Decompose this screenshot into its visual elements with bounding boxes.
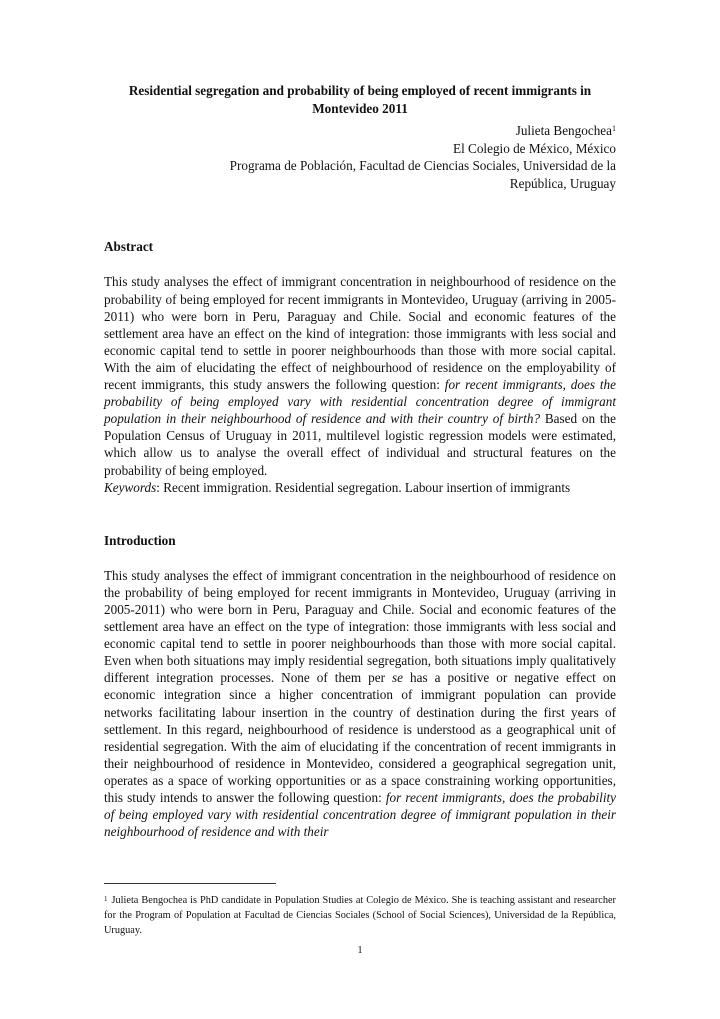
introduction-text-1: This study analyses the effect of immigrant concentration in the neighbourhood of residence on the probability of being employed for recent immigrants in Montevideo, Uruguay (arriving in 2005-2011) who were born in Peru, Paraguay and Chile. Social and economic features of the settlement area have an effect on the type of integration: those immigrants with less social and economic capital tend to settle in poorer neighbourhoods than those with more social capital. Even when both situations may imply residential segregation, both situations imply qualitatively different integration processes. None of them per	[104, 567, 616, 686]
author-name-line	[104, 122, 616, 140]
abstract-question: for recent immigrants, does the probability of being employed vary with residential concentration degree of immigrant population in their neighbourhood of residence and with their country of birth?	[104, 377, 616, 427]
keywords-line	[104, 479, 616, 496]
footnote	[104, 893, 616, 938]
abstract-paragraph	[104, 273, 616, 478]
footnote-text: Julieta Bengochea is PhD candidate in Population Studies at Colegio de México. She is teaching assistant and researcher for the Program of Population at Facultad de Ciencias Sociales (School of Social Sciences), Universidad de la República, Uruguay.	[104, 895, 616, 936]
author-footnote-marker[interactable]: 1	[612, 124, 616, 133]
introduction-text-2: has a positive or negative effect on economic integration since a higher concentration of immigrant population can provide networks facilitating labour insertion in the country of destination during the first years of settlement. In this regard, neighbourhood of residence is understood as a geographical unit of residential segregation. With the aim of elucidating if the concentration of recent immigrants in their neighbourhood of residence in Montevideo, considered a geographical segregation unit, operates as a space of working opportunities or as a space constraining working opportunities, this study intends to answer the following question:	[104, 670, 616, 805]
keywords-label: Keywords	[104, 479, 157, 495]
author-affiliation-1: El Colegio de México, México	[453, 140, 616, 156]
author-affiliation-2: Programa de Población, Facultad de Ciencias Sociales, Universidad de la República, Uruguay	[229, 158, 616, 191]
footnote-separator	[104, 883, 276, 884]
abstract-text-1: This study analyses the effect of immigrant concentration in neighbourhood of residence on the probability of being employed for recent immigrants in Montevideo, Uruguay (arriving in 2005-2011) who were born in Peru, Paraguay and Chile. Social and economic features of the settlement area have an effect on the kind of integration: those immigrants with less social and economic capital tend to settle in poorer neighbourhoods than those with more social capital. With the aim of elucidating the effect of neighbourhood of residence on the employability of recent immigrants, this study answers the following question:	[104, 274, 616, 393]
author-name: Julieta Bengochea	[515, 123, 612, 138]
paper-title: Residential segregation and probability of being employed of recent immigrants in Montevideo 2011	[128, 83, 592, 116]
introduction-paragraph	[104, 567, 616, 841]
introduction-question: for recent immigrants, does the probability of being employed vary with residential concentration degree of immigrant population in their neighbourhood of residence and with their	[104, 790, 617, 840]
page-number: 1	[357, 945, 363, 956]
footnote-marker: 1	[104, 895, 108, 903]
introduction-heading: Introduction	[104, 532, 176, 548]
author-block	[104, 122, 616, 192]
keywords-text: : Recent immigration. Residential segregation. Labour insertion of immigrants	[156, 479, 571, 495]
main-content	[104, 82, 616, 840]
introduction-se: se	[392, 670, 404, 686]
abstract-heading: Abstract	[104, 239, 154, 255]
abstract-text-2: Based on the Population Census of Uruguay in 2011, multilevel logistic regression models were estimated, which allow us to analyse the overall effect of individual and structural features on the probability of being employed.	[104, 411, 616, 478]
